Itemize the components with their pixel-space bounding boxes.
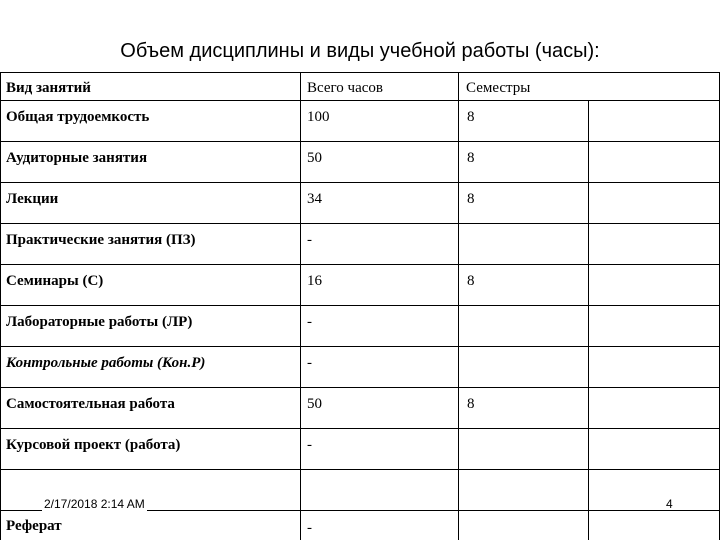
row-hours: 50 bbox=[307, 150, 322, 166]
row-hours: 34 bbox=[307, 191, 322, 207]
table-border-top bbox=[0, 72, 720, 73]
row-hours: 50 bbox=[307, 396, 322, 412]
row-hours: - bbox=[307, 520, 312, 536]
row-type: Контрольные работы (Кон.Р) bbox=[6, 355, 206, 371]
row-type: Самостоятельная работа bbox=[6, 396, 175, 412]
column-divider bbox=[588, 100, 589, 540]
row-divider bbox=[0, 428, 720, 429]
header-type: Вид занятий bbox=[6, 80, 91, 96]
row-divider bbox=[0, 469, 720, 470]
row-hours: - bbox=[307, 232, 312, 248]
row-type: Лекции bbox=[6, 191, 59, 207]
header-semesters: Семестры bbox=[466, 80, 531, 96]
footer-date: 2/17/2018 2:14 AM bbox=[44, 497, 145, 511]
row-type: Курсовой проект (работа) bbox=[6, 437, 181, 453]
row-divider bbox=[0, 387, 720, 388]
page-number: 4 bbox=[666, 497, 673, 511]
row-hours: 16 bbox=[307, 273, 322, 289]
row-semester: 8 bbox=[467, 273, 475, 289]
row-type: Практические занятия (ПЗ) bbox=[6, 232, 196, 248]
row-semester: 8 bbox=[467, 150, 475, 166]
row-type: Аудиторные занятия bbox=[6, 150, 148, 166]
row-divider bbox=[0, 305, 720, 306]
row-divider bbox=[0, 182, 720, 183]
row-divider bbox=[0, 346, 720, 347]
row-divider bbox=[0, 223, 720, 224]
row-hours: - bbox=[307, 314, 312, 330]
row-divider bbox=[0, 141, 720, 142]
row-hours: 100 bbox=[307, 109, 330, 125]
row-type: Лабораторные работы (ЛР) bbox=[6, 314, 193, 330]
column-divider bbox=[458, 72, 459, 540]
slide-title: Объем дисциплины и виды учебной работы (часы): bbox=[120, 40, 600, 62]
table-border-left bbox=[0, 72, 1, 540]
row-hours: - bbox=[307, 355, 312, 371]
row-type: Общая трудоемкость bbox=[6, 109, 150, 125]
row-type: Реферат bbox=[6, 518, 62, 534]
row-divider bbox=[0, 100, 720, 101]
row-hours: - bbox=[307, 437, 312, 453]
row-divider bbox=[0, 264, 720, 265]
row-semester: 8 bbox=[467, 109, 475, 125]
row-semester: 8 bbox=[467, 396, 475, 412]
study-hours-table bbox=[0, 72, 720, 540]
row-type: Семинары (С) bbox=[6, 273, 104, 289]
header-hours: Всего часов bbox=[307, 80, 383, 96]
row-semester: 8 bbox=[467, 191, 475, 207]
column-divider bbox=[300, 72, 301, 540]
